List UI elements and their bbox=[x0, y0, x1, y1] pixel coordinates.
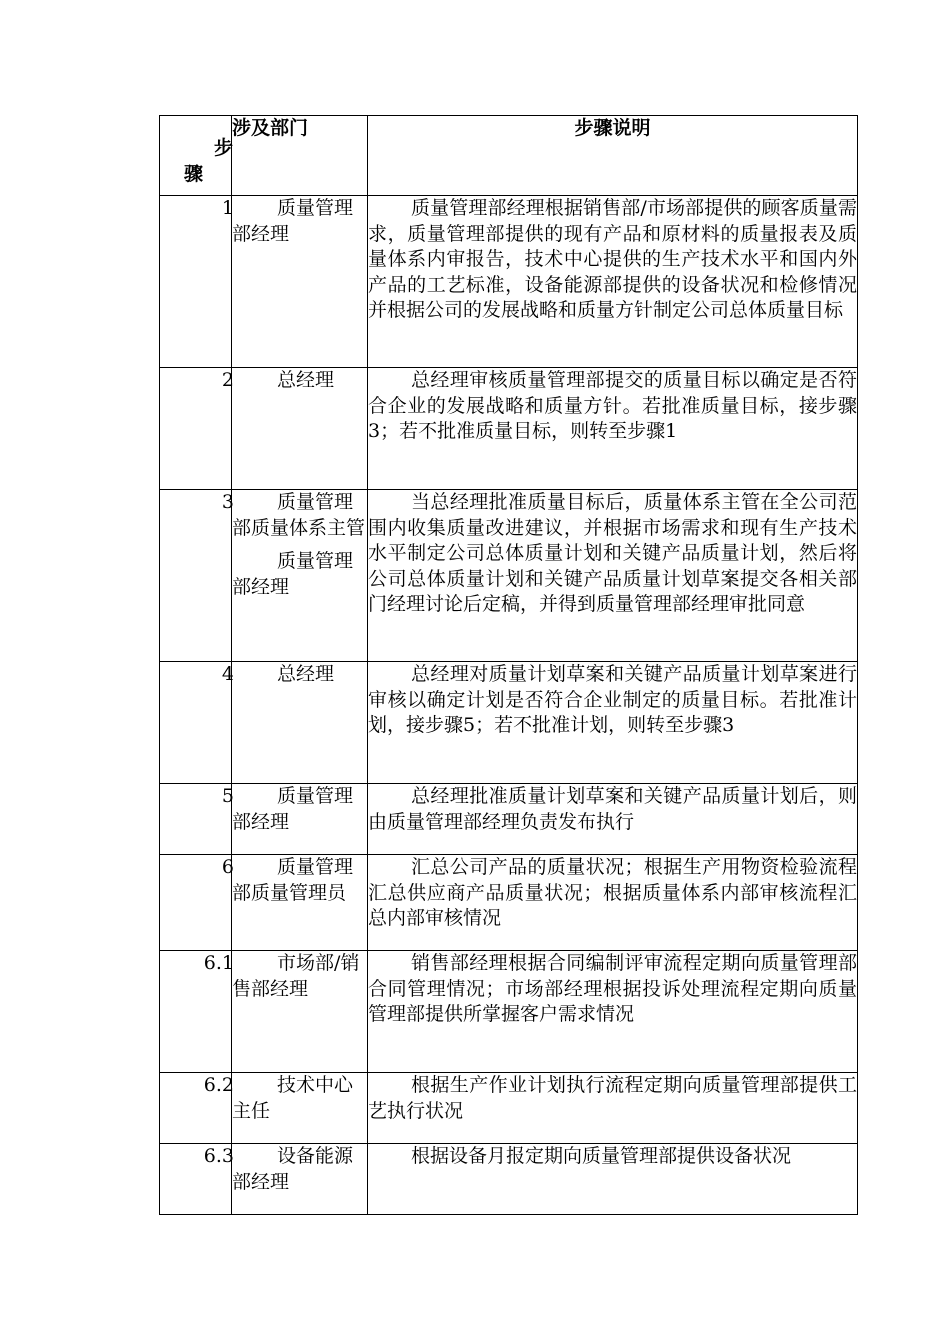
step-description: 总经理批准质量计划草案和关键产品质量计划后，则由质量管理部经理负责发布执行 bbox=[368, 784, 858, 855]
department-name: 设备能源部经理 bbox=[232, 1145, 354, 1193]
table-row bbox=[160, 662, 858, 784]
department-name: 总经理 bbox=[277, 663, 335, 685]
step-number-text: 3 bbox=[221, 491, 234, 513]
department-name: 质量管理部经理 bbox=[232, 550, 354, 598]
department-cell bbox=[232, 1073, 368, 1144]
department-name: 技术中心主任 bbox=[232, 1074, 354, 1122]
department-cell bbox=[232, 1144, 368, 1215]
step-description: 销售部经理根据合同编制评审流程定期向质量管理部合同管理情况；市场部经理根据投诉处理流程定期向质量管理部提供所掌握客户需求情况 bbox=[368, 951, 858, 1073]
step-number bbox=[160, 662, 232, 784]
department-name: 总经理 bbox=[277, 369, 335, 391]
department-cell bbox=[232, 951, 368, 1073]
step-number-text: 6 bbox=[221, 856, 234, 878]
table-row bbox=[160, 855, 858, 951]
step-number bbox=[160, 368, 232, 490]
step-number-text: 4 bbox=[221, 663, 234, 685]
table-row bbox=[160, 368, 858, 490]
step-number bbox=[160, 784, 232, 855]
department-cell bbox=[232, 490, 368, 662]
department-cell bbox=[232, 368, 368, 490]
step-number-text: 1 bbox=[221, 197, 234, 219]
department-cell bbox=[232, 784, 368, 855]
table-header-row bbox=[160, 116, 858, 196]
department-cell bbox=[232, 662, 368, 784]
step-description: 总经理审核质量管理部提交的质量目标以确定是否符合企业的发展战略和质量方针。若批准质量目标，接步骤3；若不批准质量目标，则转至步骤1 bbox=[368, 368, 858, 490]
step-number bbox=[160, 196, 232, 368]
department-name: 质量管理部经理 bbox=[232, 785, 354, 833]
step-description: 汇总公司产品的质量状况；根据生产用物资检验流程汇总供应商产品质量状况；根据质量体系内部审核流程汇总内部审核情况 bbox=[368, 855, 858, 951]
step-number-text: 6.3 bbox=[203, 1145, 234, 1167]
header-department: 涉及部门 bbox=[232, 116, 368, 196]
table-row bbox=[160, 1073, 858, 1144]
step-number bbox=[160, 1073, 232, 1144]
step-number bbox=[160, 855, 232, 951]
table-row bbox=[160, 490, 858, 662]
table-row bbox=[160, 951, 858, 1073]
step-number bbox=[160, 951, 232, 1073]
step-number bbox=[160, 1144, 232, 1215]
table-row bbox=[160, 1144, 858, 1215]
department-name: 质量管理部经理 bbox=[232, 197, 354, 245]
header-step-char-2: 骤 bbox=[184, 163, 204, 185]
step-number-text: 2 bbox=[221, 369, 234, 391]
step-number bbox=[160, 490, 232, 662]
department-name: 质量管理部质量体系主管 bbox=[232, 491, 366, 539]
step-description: 总经理对质量计划草案和关键产品质量计划草案进行审核以确定计划是否符合企业制定的质量目标。若批准计划，接步骤5；若不批准计划，则转至步骤3 bbox=[368, 662, 858, 784]
department-name: 质量管理部质量管理员 bbox=[232, 856, 354, 904]
step-description: 当总经理批准质量目标后，质量体系主管在全公司范围内收集质量改进建议，并根据市场需求和现有生产技术水平制定公司总体质量计划和关键产品质量计划，然后将公司总体质量计划和关键产品质量计划草案提交各相关部门经理讨论后定稿，并得到质量管理部经理审批同意 bbox=[368, 490, 858, 662]
department-cell bbox=[232, 855, 368, 951]
department-cell bbox=[232, 196, 368, 368]
step-description: 根据设备月报定期向质量管理部提供设备状况 bbox=[368, 1144, 858, 1215]
step-number-text: 6.1 bbox=[203, 952, 234, 974]
table-row bbox=[160, 196, 858, 368]
table-body bbox=[160, 196, 858, 1215]
table-row bbox=[160, 784, 858, 855]
process-steps-table bbox=[159, 115, 858, 1215]
step-number-text: 5 bbox=[221, 785, 234, 807]
step-description: 质量管理部经理根据销售部/市场部提供的顾客质量需求，质量管理部提供的现有产品和原材料的质量报表及质量体系内审报告，技术中心提供的生产技术水平和国内外产品的工艺标准，设备能源部提供的设备状况和检修情况并根据公司的发展战略和质量方针制定公司总体质量目标 bbox=[368, 196, 858, 368]
step-description: 根据生产作业计划执行流程定期向质量管理部提供工艺执行状况 bbox=[368, 1073, 858, 1144]
header-step bbox=[160, 116, 232, 196]
header-step-char-1: 步 bbox=[213, 137, 233, 159]
department-name: 市场部/销售部经理 bbox=[232, 952, 360, 1000]
step-number-text: 6.2 bbox=[203, 1074, 234, 1096]
header-description: 步骤说明 bbox=[368, 116, 858, 196]
